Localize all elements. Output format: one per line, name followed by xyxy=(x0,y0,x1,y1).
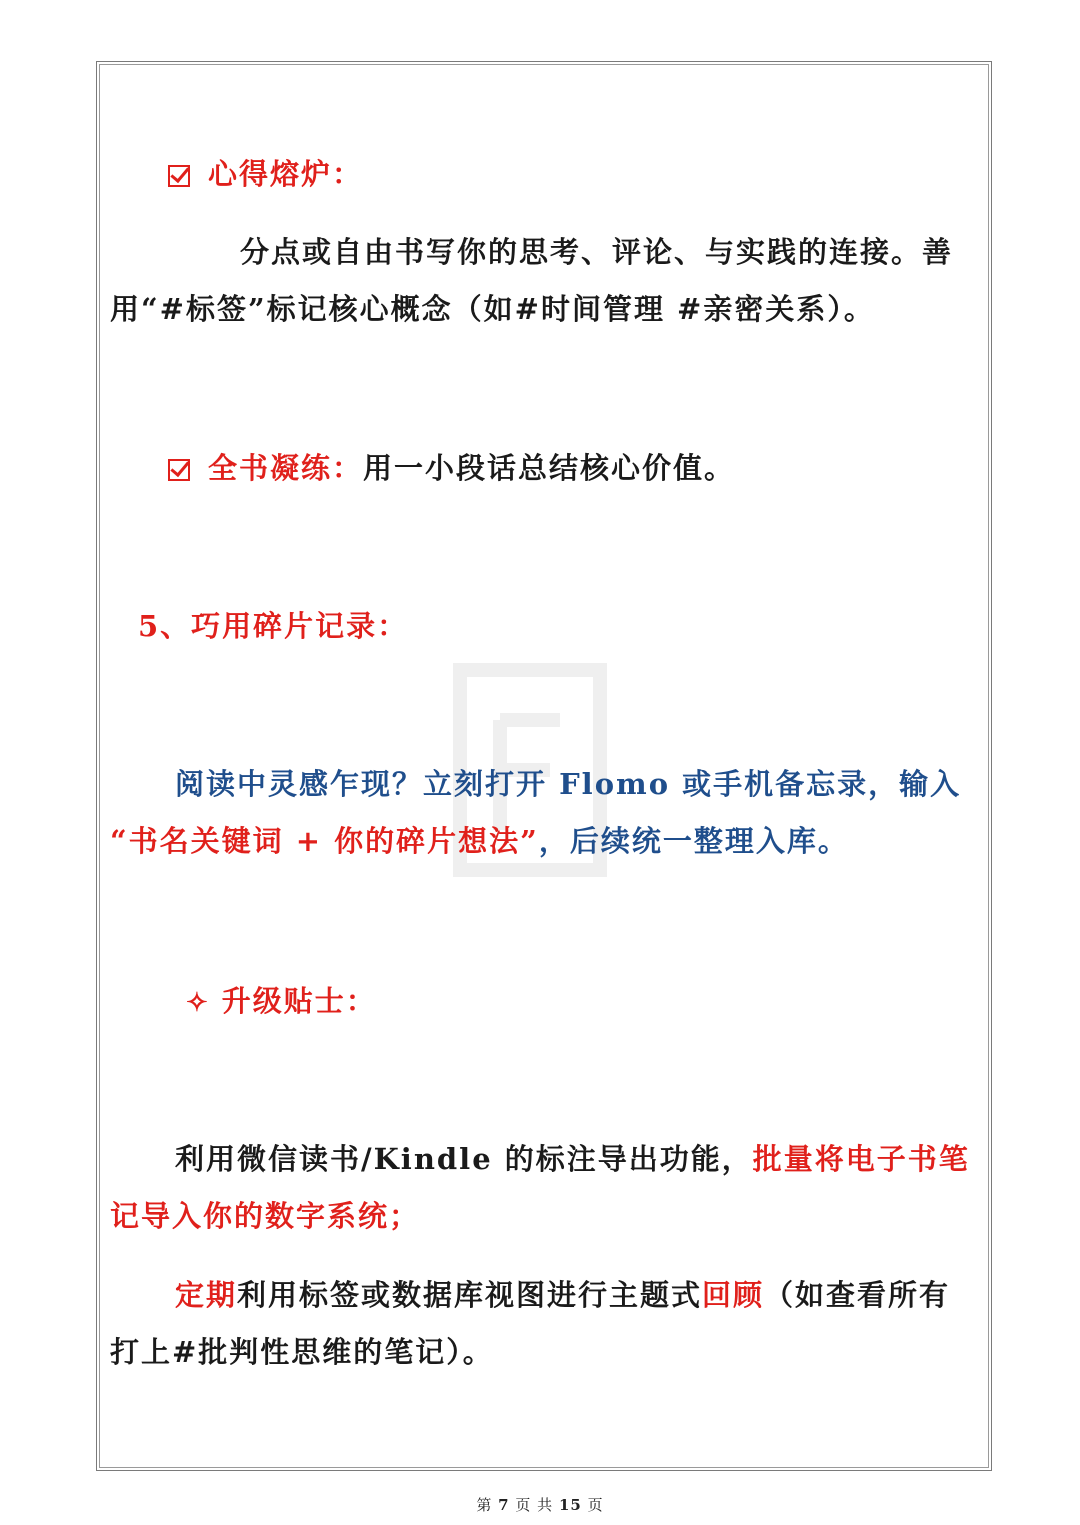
page-number-footer: 第 7 页 共 15 页 xyxy=(476,1496,604,1514)
fragment-line-2-tail: ，后续统一整理入库。 xyxy=(538,824,849,858)
checkbox-icon xyxy=(168,165,190,187)
fragment-quote: “书名关键词 + 你的碎片想法” xyxy=(110,824,539,858)
total-page-number: 15 xyxy=(558,1496,582,1514)
fragment-line-1: 阅读中灵感乍现？立刻打开 Flomo 或手机备忘录，输入 xyxy=(175,767,962,801)
checkbox-icon xyxy=(168,459,190,481)
summary-title: 全书凝练： xyxy=(208,451,364,485)
fragment-line-2 xyxy=(110,821,849,861)
heart-section-heading: 心得熔炉： xyxy=(168,154,363,194)
tip-1-line-2: 记导入你的数字系统； xyxy=(110,1199,421,1233)
summary-body: 用一小段话总结核心价值。 xyxy=(363,451,736,485)
fragment-section-heading: 5、巧用碎片记录： xyxy=(138,609,409,643)
sparkle-icon: ✧ xyxy=(186,988,210,1018)
tip-1-line-1: 利用微信读书/Kindle 的标注导出功能，批量将电子书笔 xyxy=(175,1142,970,1176)
summary-section xyxy=(168,448,735,488)
heart-body-line-2: 用“#标签”标记核心概念（如#时间管理 #亲密关系）。 xyxy=(110,292,875,326)
tip-2-line-2: 打上#批判性思维的笔记）。 xyxy=(110,1335,494,1369)
tips-heading: ✧ 升级贴士： xyxy=(186,981,377,1023)
heart-body-line-1: 分点或自由书写你的思考、评论、与实践的连接。善 xyxy=(240,235,954,269)
current-page-number: 7 xyxy=(498,1496,510,1514)
tip-2-line-1: 定期利用标签或数据库视图进行主题式回顾（如查看所有 xyxy=(175,1278,951,1312)
